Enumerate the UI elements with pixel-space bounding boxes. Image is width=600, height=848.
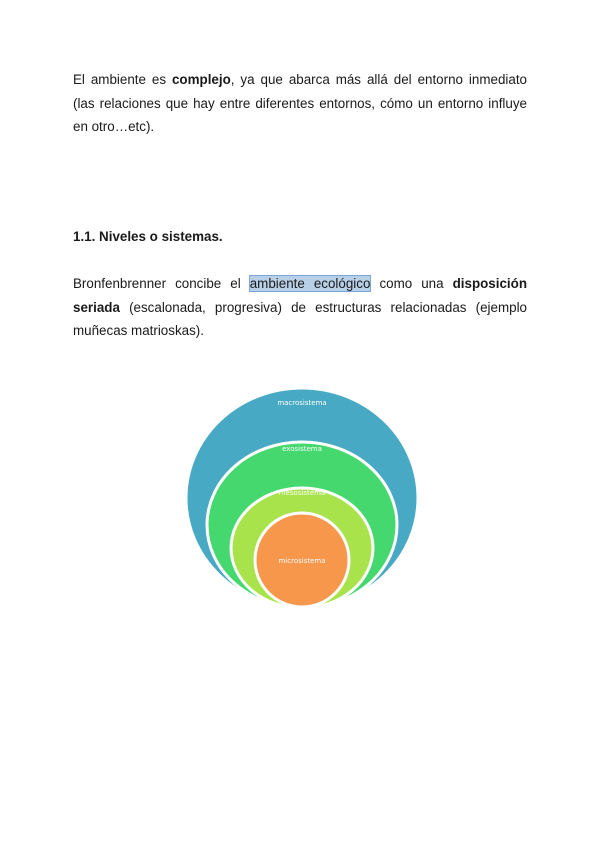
paragraph2-text-1: Bronfenbrenner concibe el xyxy=(73,276,250,291)
paragraph1-bold-complejo: complejo xyxy=(171,72,231,87)
microsistema-label: microsistema xyxy=(278,557,326,565)
section-heading: 1.1. Niveles o sistemas. xyxy=(73,229,223,244)
paragraph2-text-3: (escalonada, progresiva) de estructuras relacionadas (ejemplo muñecas matrioskas). xyxy=(73,299,527,338)
nested-circles-diagram xyxy=(184,380,420,610)
paragraph-bronfenbrenner xyxy=(73,272,527,343)
highlighted-text[interactable]: ambiente ecológico xyxy=(249,276,371,291)
paragraph2-text-2: como una xyxy=(370,276,453,291)
paragraph2-bold-disposicion: disposición seriada xyxy=(73,276,527,315)
mesosistema-label: mesosistema xyxy=(278,489,326,497)
paragraph-ambiente-complejo xyxy=(73,68,527,139)
paragraph1-text-2: , ya que abarca más allá del entorno inmediato (las relaciones que hay entre diferentes entornos, cómo un entorno influye en otro…etc). xyxy=(73,72,527,134)
macrosistema-label: macrosistema xyxy=(277,399,327,407)
paragraph1-text-1: El ambiente es xyxy=(73,72,172,87)
exosistema-label: exosistema xyxy=(282,445,322,453)
